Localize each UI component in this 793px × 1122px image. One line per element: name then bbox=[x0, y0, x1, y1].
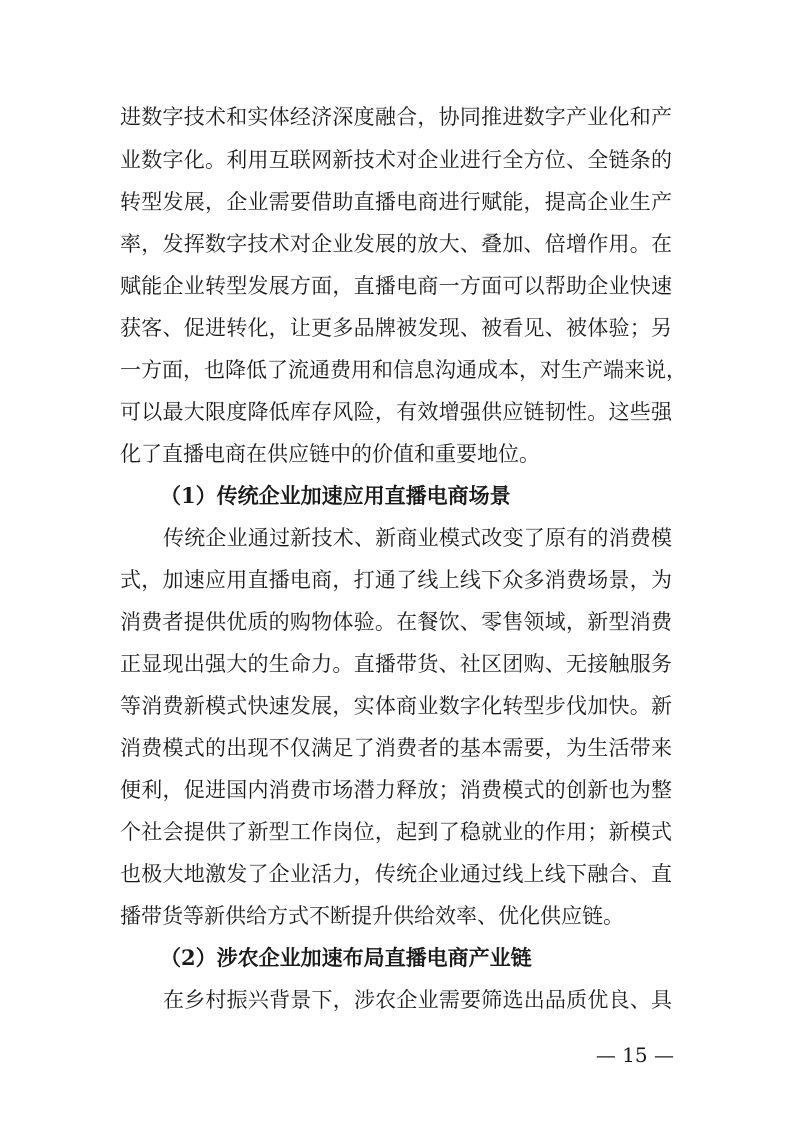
body-text-line: 传统企业通过新技术、新商业模式改变了原有的消费模 bbox=[163, 526, 672, 550]
body-text-line: 化了直播电商在供应链中的价值和重要地位。 bbox=[120, 442, 540, 466]
body-text-line: 在乡村振兴背景下，涉农企业需要筛选出品质优良、具 bbox=[163, 988, 672, 1012]
body-text-line: 个社会提供了新型工作岗位，起到了稳就业的作用；新模式 bbox=[120, 820, 672, 844]
page-number: — 15 — bbox=[595, 1043, 674, 1067]
body-text-line: 率，发挥数字技术对企业发展的放大、叠加、倍增作用。在 bbox=[120, 232, 672, 256]
body-text-line: 一方面，也降低了流通费用和信息沟通成本，对生产端来说， bbox=[120, 358, 687, 382]
body-text-line: 赋能企业转型发展方面，直播电商一方面可以帮助企业快速 bbox=[120, 274, 672, 298]
body-text-line: 便利，促进国内消费市场潜力释放；消费模式的创新也为整 bbox=[120, 778, 672, 802]
body-text-line: 播带货等新供给方式不断提升供给效率、优化供应链。 bbox=[120, 904, 624, 928]
body-text-line: 消费模式的出现不仅满足了消费者的基本需要，为生活带来 bbox=[120, 736, 672, 760]
section-heading: （2）涉农企业加速布局直播电商产业链 bbox=[160, 945, 532, 970]
body-text-line: 等消费新模式快速发展，实体商业数字化转型步伐加快。新 bbox=[120, 694, 672, 718]
body-text-line: 转型发展，企业需要借助直播电商进行赋能，提高企业生产 bbox=[120, 190, 672, 214]
body-text-line: 消费者提供优质的购物体验。在餐饮、零售领域，新型消费 bbox=[120, 610, 672, 634]
body-text-line: 业数字化。利用互联网新技术对企业进行全方位、全链条的 bbox=[120, 148, 672, 172]
body-text-line: 正显现出强大的生命力。直播带货、社区团购、无接触服务 bbox=[120, 652, 672, 676]
body-text-line: 式，加速应用直播电商，打通了线上线下众多消费场景，为 bbox=[120, 568, 672, 592]
body-text-line: 进数字技术和实体经济深度融合，协同推进数字产业化和产 bbox=[120, 105, 672, 129]
body-text-line: 可以最大限度降低库存风险，有效增强供应链韧性。这些强 bbox=[120, 400, 672, 424]
section-heading: （1）传统企业加速应用直播电商场景 bbox=[160, 483, 511, 508]
body-text-line: 获客、促进转化，让更多品牌被发现、被看见、被体验；另 bbox=[120, 316, 672, 340]
body-text-line: 也极大地激发了企业活力，传统企业通过线上线下融合、直 bbox=[120, 862, 672, 886]
